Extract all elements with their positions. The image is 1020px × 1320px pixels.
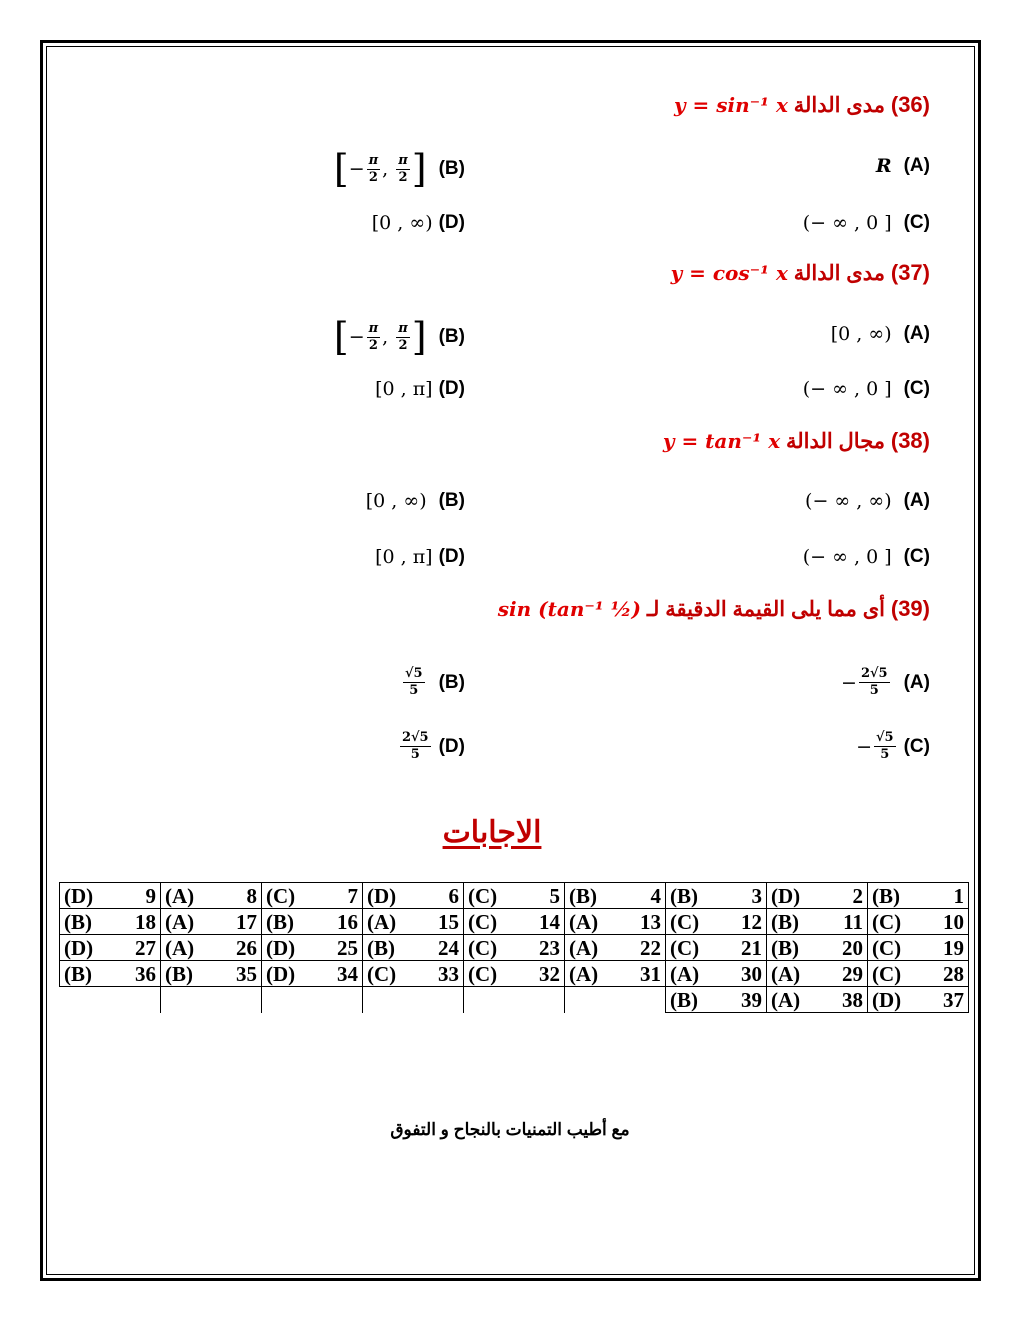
answer-number: 5 bbox=[549, 883, 560, 908]
answer-cell bbox=[60, 909, 161, 935]
answer-number: 15 bbox=[438, 909, 459, 934]
answer-number: 25 bbox=[337, 935, 358, 960]
answer-number: 20 bbox=[842, 935, 863, 960]
option-39-a: − $\frac{2√5}{5}$ (A) bbox=[841, 666, 930, 698]
answer-number: 24 bbox=[438, 935, 459, 960]
answer-cell bbox=[464, 935, 565, 961]
answer-cell-empty bbox=[565, 987, 666, 1013]
question-expression: y = tan⁻¹ x bbox=[662, 429, 781, 453]
answer-choice: (C) bbox=[266, 883, 296, 908]
answer-number: 16 bbox=[337, 909, 358, 934]
answer-choice: (C) bbox=[468, 961, 498, 986]
option-value: [0 , ∞) bbox=[830, 323, 892, 345]
option-36-d bbox=[372, 212, 465, 234]
answer-choice: (A) bbox=[165, 883, 195, 908]
answer-choice: (D) bbox=[872, 987, 902, 1012]
answer-choice: (D) bbox=[367, 883, 397, 908]
answer-number: 38 bbox=[842, 987, 863, 1012]
answer-cell-empty bbox=[161, 987, 262, 1013]
answer-choice: (A) bbox=[569, 935, 599, 960]
answer-number: 39 bbox=[741, 987, 762, 1012]
fraction-2sqrt5-over-5: $\frac{2√5}{5}$ bbox=[860, 666, 888, 698]
answer-number: 8 bbox=[246, 883, 257, 908]
answer-cell bbox=[262, 935, 363, 961]
option-39-c: − $\frac{√5}{5}$ (C) bbox=[856, 730, 930, 762]
question-number: (37) bbox=[890, 260, 930, 285]
answer-choice: (B) bbox=[872, 883, 900, 908]
answer-number: 10 bbox=[943, 909, 964, 934]
answer-cell bbox=[161, 909, 262, 935]
answer-choice: (A) bbox=[771, 987, 801, 1012]
answer-cell bbox=[868, 909, 969, 935]
answer-cell bbox=[868, 961, 969, 987]
answer-choice: (B) bbox=[165, 961, 193, 986]
question-expression: y = sin⁻¹ x bbox=[673, 93, 788, 117]
answer-number: 11 bbox=[843, 909, 863, 934]
answer-choice: (B) bbox=[64, 961, 92, 986]
option-label: (D) bbox=[438, 378, 465, 399]
option-value: (− ∞ , 0 ] bbox=[802, 378, 892, 400]
option-38-d bbox=[375, 546, 465, 568]
answer-cell bbox=[767, 961, 868, 987]
answer-number: 1 bbox=[953, 883, 964, 908]
answer-number: 23 bbox=[539, 935, 560, 960]
answer-cell bbox=[565, 909, 666, 935]
question-expression: sin (tan⁻¹ ½) bbox=[497, 597, 641, 621]
question-36-stem bbox=[674, 92, 930, 118]
answer-cell bbox=[666, 987, 767, 1013]
answer-choice: (A) bbox=[670, 961, 700, 986]
option-value: (− ∞ , 0 ] bbox=[802, 546, 892, 568]
option-label: (B) bbox=[438, 158, 465, 179]
answer-cell bbox=[161, 883, 262, 909]
option-value: (− ∞ , 0 ] bbox=[802, 212, 892, 234]
question-number: (36) bbox=[890, 92, 930, 117]
answer-number: 2 bbox=[852, 883, 863, 908]
answer-number: 18 bbox=[135, 909, 156, 934]
option-label: (D) bbox=[438, 212, 465, 233]
answer-number: 9 bbox=[145, 883, 156, 908]
option-value: [0 , π] bbox=[375, 546, 433, 568]
answer-number: 26 bbox=[236, 935, 257, 960]
answer-cell bbox=[363, 961, 464, 987]
answer-choice: (C) bbox=[872, 961, 902, 986]
option-37-b: [ − $\frac{\pi}{2}$ , $\frac{\pi}{2}$ ] (B) bbox=[333, 315, 465, 359]
answer-number: 33 bbox=[438, 961, 459, 986]
answer-cell bbox=[464, 909, 565, 935]
answer-cell bbox=[767, 909, 868, 935]
answer-number: 17 bbox=[236, 909, 257, 934]
answer-choice: (A) bbox=[165, 909, 195, 934]
question-number: (38) bbox=[890, 428, 930, 453]
answer-number: 37 bbox=[943, 987, 964, 1012]
answer-cell bbox=[666, 883, 767, 909]
answer-number: 7 bbox=[347, 883, 358, 908]
option-label: (C) bbox=[903, 212, 930, 233]
answer-number: 19 bbox=[943, 935, 964, 960]
answer-choice: (C) bbox=[468, 909, 498, 934]
option-value: [0 , π] bbox=[375, 378, 433, 400]
option-label: (A) bbox=[903, 671, 930, 693]
fraction-sqrt5-over-5: $\frac{√5}{5}$ bbox=[405, 666, 423, 698]
answer-cell-empty bbox=[363, 987, 464, 1013]
answer-choice: (B) bbox=[367, 935, 395, 960]
answer-cell bbox=[868, 935, 969, 961]
answer-cell bbox=[767, 883, 868, 909]
answer-choice: (D) bbox=[771, 883, 801, 908]
option-label: (D) bbox=[438, 546, 465, 567]
answer-choice: (B) bbox=[266, 909, 294, 934]
answer-number: 13 bbox=[640, 909, 661, 934]
option-label: (D) bbox=[438, 735, 465, 757]
fraction-pi-over-2: $\frac{\pi}{2}$ bbox=[398, 320, 408, 353]
answer-cell bbox=[161, 935, 262, 961]
answer-cell bbox=[565, 935, 666, 961]
option-36-a bbox=[876, 155, 930, 177]
answer-cell-empty bbox=[464, 987, 565, 1013]
answer-number: 29 bbox=[842, 961, 863, 986]
answer-cell bbox=[666, 961, 767, 987]
option-label: (A) bbox=[903, 490, 930, 511]
answer-cell bbox=[767, 987, 868, 1013]
answer-number: 21 bbox=[741, 935, 762, 960]
answer-cell bbox=[565, 883, 666, 909]
answer-choice: (D) bbox=[266, 961, 296, 986]
answer-number: 3 bbox=[751, 883, 762, 908]
answer-cell bbox=[262, 909, 363, 935]
answer-cell-empty bbox=[262, 987, 363, 1013]
answer-choice: (C) bbox=[872, 935, 902, 960]
answer-cell bbox=[666, 935, 767, 961]
option-38-b bbox=[366, 490, 465, 512]
answer-cell bbox=[161, 961, 262, 987]
question-expression: y = cos⁻¹ x bbox=[670, 261, 788, 285]
fraction-sqrt5-over-5: $\frac{√5}{5}$ bbox=[876, 730, 894, 762]
answer-cell bbox=[363, 883, 464, 909]
answers-title: الاجابات bbox=[442, 816, 542, 849]
option-value: (− ∞ , ∞) bbox=[805, 490, 892, 512]
answer-choice: (C) bbox=[468, 883, 498, 908]
answers-row bbox=[60, 987, 969, 1013]
fraction-pi-over-2: $\frac{\pi}{2}$ bbox=[398, 152, 408, 185]
answer-cell bbox=[60, 961, 161, 987]
answer-cell bbox=[464, 961, 565, 987]
fraction-pi-over-2: $\frac{\pi}{2}$ bbox=[368, 320, 379, 353]
answer-number: 36 bbox=[135, 961, 156, 986]
answer-choice: (A) bbox=[569, 961, 599, 986]
option-value: [0 , ∞) bbox=[371, 212, 433, 234]
answer-cell bbox=[868, 883, 969, 909]
option-label: (A) bbox=[903, 155, 930, 176]
answer-choice: (B) bbox=[771, 909, 799, 934]
answer-cell bbox=[868, 987, 969, 1013]
answer-choice: (B) bbox=[670, 883, 698, 908]
answer-choice: (B) bbox=[569, 883, 597, 908]
question-text: مجال الدالة bbox=[785, 430, 886, 453]
question-text: مدى الدالة bbox=[793, 94, 886, 117]
answer-number: 32 bbox=[539, 961, 560, 986]
option-label: (B) bbox=[438, 326, 465, 347]
answer-choice: (D) bbox=[64, 883, 94, 908]
answer-choice: (A) bbox=[165, 935, 195, 960]
option-label: (C) bbox=[903, 546, 930, 567]
answers-row bbox=[60, 961, 969, 987]
question-37-stem bbox=[671, 260, 930, 286]
answer-cell bbox=[363, 935, 464, 961]
answers-table bbox=[59, 882, 969, 1013]
answer-cell bbox=[262, 883, 363, 909]
question-38-stem bbox=[663, 428, 930, 454]
option-36-c bbox=[803, 212, 930, 234]
answer-number: 6 bbox=[448, 883, 459, 908]
option-37-d bbox=[375, 378, 465, 400]
option-label: (B) bbox=[438, 671, 465, 693]
answer-cell bbox=[464, 883, 565, 909]
answer-choice: (A) bbox=[367, 909, 397, 934]
answer-cell bbox=[262, 961, 363, 987]
answer-choice: (D) bbox=[266, 935, 296, 960]
option-38-a bbox=[805, 490, 930, 512]
option-37-a bbox=[831, 323, 930, 345]
answer-cell bbox=[666, 909, 767, 935]
option-label: (C) bbox=[903, 735, 930, 757]
answer-number: 35 bbox=[236, 961, 257, 986]
answer-choice: (A) bbox=[569, 909, 599, 934]
answer-choice: (C) bbox=[872, 909, 902, 934]
answer-cell bbox=[60, 883, 161, 909]
answer-choice: (B) bbox=[771, 935, 799, 960]
question-text: مدى الدالة bbox=[793, 262, 886, 285]
answers-row bbox=[60, 935, 969, 961]
answer-choice: (A) bbox=[771, 961, 801, 986]
option-36-b: [ − $\frac{\pi}{2}$ , $\frac{\pi}{2}$ ] (B) bbox=[333, 147, 465, 191]
answer-number: 4 bbox=[650, 883, 661, 908]
answer-choice: (C) bbox=[670, 935, 700, 960]
option-39-b bbox=[401, 666, 465, 699]
option-label: (B) bbox=[438, 490, 465, 511]
footer-wish: مع أطيب التمنيات بالنجاح و التفوق bbox=[390, 1120, 630, 1139]
answer-choice: (B) bbox=[64, 909, 92, 934]
answer-number: 27 bbox=[135, 935, 156, 960]
answers-row bbox=[60, 909, 969, 935]
answer-number: 28 bbox=[943, 961, 964, 986]
answer-number: 22 bbox=[640, 935, 661, 960]
answer-choice: (C) bbox=[367, 961, 397, 986]
answers-row bbox=[60, 883, 969, 909]
question-text: أى مما يلى القيمة الدقيقة لـ bbox=[646, 598, 886, 621]
question-number: (39) bbox=[890, 596, 930, 621]
option-value: [0 , ∞) bbox=[365, 490, 427, 512]
option-label: (A) bbox=[903, 323, 930, 344]
option-value: R bbox=[875, 155, 892, 177]
option-label: (C) bbox=[903, 378, 930, 399]
answer-cell bbox=[767, 935, 868, 961]
answer-choice: (B) bbox=[670, 987, 698, 1012]
answer-number: 14 bbox=[539, 909, 560, 934]
answer-choice: (C) bbox=[670, 909, 700, 934]
answer-number: 12 bbox=[741, 909, 762, 934]
answer-cell-empty bbox=[60, 987, 161, 1013]
answer-cell bbox=[363, 909, 464, 935]
answer-choice: (C) bbox=[468, 935, 498, 960]
answer-number: 30 bbox=[741, 961, 762, 986]
option-37-c bbox=[803, 378, 930, 400]
fraction-pi-over-2: $\frac{\pi}{2}$ bbox=[368, 152, 379, 185]
fraction-2sqrt5-over-5: $\frac{2√5}{5}$ bbox=[401, 730, 429, 762]
answer-cell bbox=[565, 961, 666, 987]
option-39-d bbox=[398, 730, 465, 763]
option-38-c bbox=[803, 546, 930, 568]
answer-cell bbox=[60, 935, 161, 961]
answer-number: 31 bbox=[640, 961, 661, 986]
answer-number: 34 bbox=[337, 961, 358, 986]
answer-choice: (D) bbox=[64, 935, 94, 960]
question-39-stem bbox=[498, 596, 930, 622]
